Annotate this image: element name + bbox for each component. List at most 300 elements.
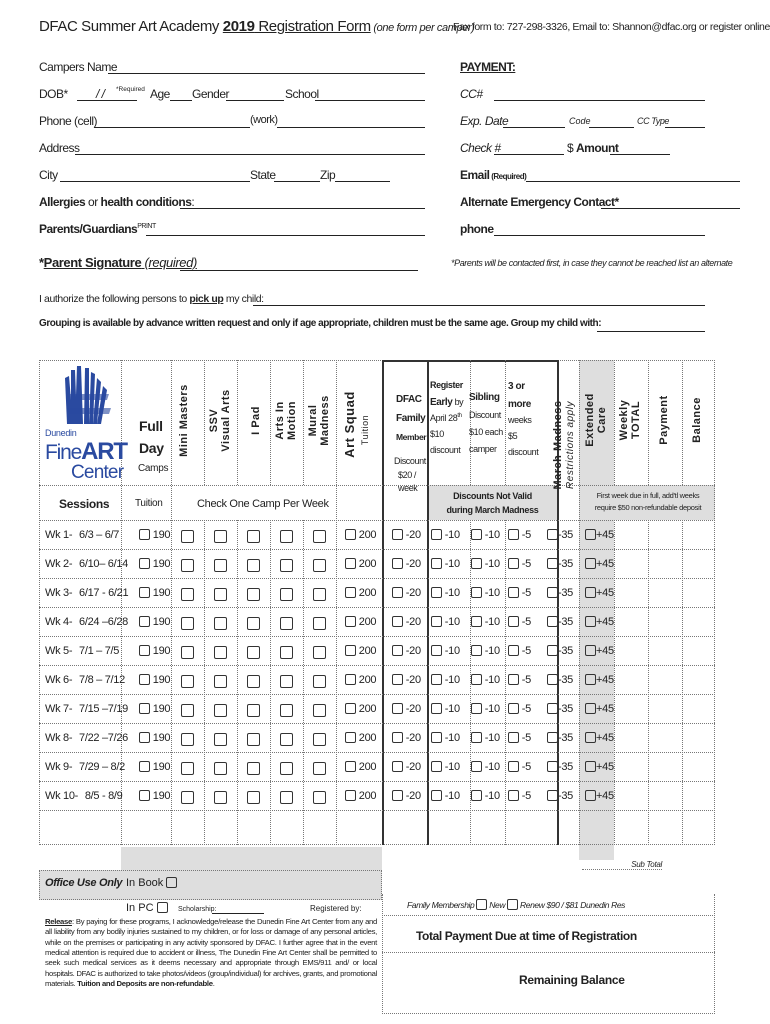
full-day-checkbox[interactable]: [139, 674, 150, 685]
col-line: [237, 360, 238, 485]
art-squad-checkbox[interactable]: [345, 674, 356, 685]
session-label: Wk 1- 6/3 – 6/7: [45, 529, 120, 541]
camp-checkbox[interactable]: [247, 646, 260, 659]
early-checkbox[interactable]: [431, 616, 442, 627]
extended-checkbox[interactable]: [585, 703, 596, 714]
sibling-checkbox[interactable]: [471, 529, 482, 540]
extended-checkbox[interactable]: [585, 529, 596, 540]
art-squad-option[interactable]: 200: [345, 645, 376, 657]
dfac-checkbox[interactable]: [392, 587, 403, 598]
camp-checkbox[interactable]: [280, 530, 293, 543]
early-discount-option[interactable]: -10: [431, 558, 460, 570]
allergies-label: Allergies or health conditions:: [39, 195, 195, 209]
dfac-checkbox[interactable]: [392, 674, 403, 685]
address-field[interactable]: [75, 154, 425, 155]
alt-contact-field[interactable]: [601, 208, 740, 209]
extended-care-option[interactable]: +45: [585, 645, 614, 657]
march-madness-option[interactable]: -35: [547, 558, 573, 570]
sibling-discount-option[interactable]: -10: [471, 732, 500, 744]
session-label: Wk 3- 6/17 - 6/21: [45, 587, 129, 599]
sibling-checkbox[interactable]: [471, 587, 482, 598]
three-weeks-checkbox[interactable]: [508, 703, 519, 714]
three-weeks-option[interactable]: -5: [508, 616, 531, 628]
row-line: [39, 607, 715, 608]
camp-checkbox[interactable]: [181, 588, 194, 601]
art-squad-option[interactable]: 200: [345, 761, 376, 773]
camp-checkbox[interactable]: [214, 617, 227, 630]
email-field[interactable]: [526, 181, 740, 182]
camp-checkbox[interactable]: [214, 530, 227, 543]
scholarship-field[interactable]: [212, 913, 264, 914]
full-day-option[interactable]: 190: [139, 529, 170, 541]
full-day-option[interactable]: 190: [139, 732, 170, 744]
full-day-checkbox[interactable]: [139, 529, 150, 540]
camp-checkbox[interactable]: [181, 704, 194, 717]
camp-checkbox[interactable]: [214, 646, 227, 659]
three-weeks-checkbox[interactable]: [508, 674, 519, 685]
early-discount-option[interactable]: -10: [431, 732, 460, 744]
early-discount-option[interactable]: -10: [431, 790, 460, 802]
extended-checkbox[interactable]: [585, 616, 596, 627]
state-label: State: [250, 168, 276, 182]
camp-checkbox[interactable]: [247, 617, 260, 630]
dfac-checkbox[interactable]: [392, 790, 403, 801]
full-day-option[interactable]: 190: [139, 587, 170, 599]
early-checkbox[interactable]: [431, 645, 442, 656]
session-label: Wk 7- 7/15 –7/19: [45, 703, 128, 715]
camp-checkbox[interactable]: [181, 530, 194, 543]
discounts-not-valid-note: Discounts Not Valid during March Madness: [446, 491, 539, 516]
camp-checkbox[interactable]: [280, 559, 293, 572]
art-squad-header: Art Squad: [342, 391, 357, 458]
payment-header: Payment: [658, 395, 670, 445]
phone-cell-label: Phone (cell): [39, 114, 98, 128]
camp-checkbox[interactable]: [313, 646, 326, 659]
session-label: Wk 6- 7/8 – 7/12: [45, 674, 125, 686]
dfac-checkbox[interactable]: [392, 558, 403, 569]
march-checkbox[interactable]: [547, 616, 558, 627]
march-madness-option[interactable]: -35: [547, 761, 573, 773]
check-field[interactable]: [494, 154, 564, 155]
march-checkbox[interactable]: [547, 790, 558, 801]
three-weeks-option[interactable]: -5: [508, 674, 531, 686]
extended-care-option[interactable]: +45: [585, 732, 614, 744]
three-weeks-checkbox[interactable]: [508, 761, 519, 772]
camp-checkbox[interactable]: [181, 617, 194, 630]
sibling-discount-option[interactable]: -10: [471, 790, 500, 802]
grouping-field[interactable]: [597, 331, 705, 332]
three-weeks-checkbox[interactable]: [508, 732, 519, 743]
divider: [382, 1013, 715, 1014]
three-weeks-option[interactable]: -5: [508, 703, 531, 715]
camp-checkbox[interactable]: [280, 617, 293, 630]
sibling-discount-option[interactable]: -10: [471, 703, 500, 715]
camp-checkbox[interactable]: [214, 791, 227, 804]
march-checkbox[interactable]: [547, 674, 558, 685]
parents-field[interactable]: [146, 235, 425, 236]
dfac-checkbox[interactable]: [392, 732, 403, 743]
parent-signature-label: *Parent Signature (required): [39, 255, 197, 270]
phone-work-label: (work): [250, 114, 278, 126]
sibling-checkbox[interactable]: [471, 732, 482, 743]
camp-checkbox[interactable]: [181, 646, 194, 659]
camp-checkbox[interactable]: [214, 762, 227, 775]
early-checkbox[interactable]: [431, 761, 442, 772]
extended-checkbox[interactable]: [585, 790, 596, 801]
extended-checkbox[interactable]: [585, 732, 596, 743]
dob-slashes: / /: [96, 87, 105, 101]
subtotal-label: Sub Total: [582, 860, 662, 870]
art-squad-checkbox[interactable]: [345, 790, 356, 801]
three-weeks-option[interactable]: -5: [508, 645, 531, 657]
tuition-header: Tuition: [135, 498, 163, 509]
sibling-checkbox[interactable]: [471, 674, 482, 685]
sibling-discount-option[interactable]: -10: [471, 645, 500, 657]
school-field[interactable]: [315, 100, 425, 101]
dfac-checkbox[interactable]: [392, 645, 403, 656]
three-weeks-checkbox[interactable]: [508, 790, 519, 801]
dfac-discount-option[interactable]: -20: [392, 645, 421, 657]
camp-checkbox[interactable]: [280, 791, 293, 804]
extended-checkbox[interactable]: [585, 761, 596, 772]
remaining-balance: Remaining Balance: [519, 973, 625, 987]
march-madness-option[interactable]: -35: [547, 674, 573, 686]
city-field[interactable]: [60, 181, 250, 182]
col-line: [614, 520, 615, 845]
scholarship-label: Scholarship:: [178, 906, 217, 913]
art-squad-option[interactable]: 200: [345, 790, 376, 802]
early-checkbox[interactable]: [431, 587, 442, 598]
art-squad-checkbox[interactable]: [345, 587, 356, 598]
session-label: Wk 2- 6/10– 6/14: [45, 558, 128, 570]
sessions-header: Sessions: [59, 497, 110, 511]
three-weeks-option[interactable]: -5: [508, 529, 531, 541]
in-book-checkbox[interactable]: [166, 877, 177, 888]
sibling-checkbox[interactable]: [471, 558, 482, 569]
camp-registration-grid: [39, 360, 715, 869]
dfac-discount-option[interactable]: -20: [392, 558, 421, 570]
camp-checkbox[interactable]: [247, 588, 260, 601]
march-madness-option[interactable]: -35: [547, 645, 573, 657]
sibling-checkbox[interactable]: [471, 761, 482, 772]
session-label: Wk 9- 7/29 – 8/2: [45, 761, 125, 773]
art-squad-checkbox[interactable]: [345, 703, 356, 714]
dfac-checkbox[interactable]: [392, 703, 403, 714]
cc-label: CC#: [460, 87, 483, 101]
in-pc-checkbox[interactable]: [157, 902, 168, 913]
extended-care-option[interactable]: +45: [585, 790, 614, 802]
camp-checkbox[interactable]: [313, 530, 326, 543]
camp-checkbox[interactable]: [313, 762, 326, 775]
col-line: [303, 520, 304, 845]
extended-care-option[interactable]: +45: [585, 703, 614, 715]
march-madness-option[interactable]: -35: [547, 529, 573, 541]
early-checkbox[interactable]: [431, 703, 442, 714]
camp-checkbox[interactable]: [247, 762, 260, 775]
camp-checkbox[interactable]: [280, 733, 293, 746]
camp-checkbox[interactable]: [280, 704, 293, 717]
art-squad-checkbox[interactable]: [345, 732, 356, 743]
march-checkbox[interactable]: [547, 732, 558, 743]
march-checkbox[interactable]: [547, 529, 558, 540]
logo-text-fineart: FineART: [45, 438, 127, 465]
camp-checkbox[interactable]: [247, 559, 260, 572]
code-field[interactable]: [589, 127, 634, 128]
col-line: [171, 360, 172, 845]
early-checkbox[interactable]: [431, 558, 442, 569]
art-squad-checkbox[interactable]: [345, 616, 356, 627]
extended-care-header: Extended Care: [584, 393, 608, 447]
camp-checkbox[interactable]: [181, 559, 194, 572]
sibling-discount-option[interactable]: -10: [471, 674, 500, 686]
row-line: [39, 781, 715, 782]
col-line: [204, 520, 205, 845]
march-checkbox[interactable]: [547, 703, 558, 714]
full-day-checkbox[interactable]: [139, 587, 150, 598]
allergies-field[interactable]: [180, 208, 425, 209]
dob-field[interactable]: [77, 100, 137, 101]
full-day-checkbox[interactable]: [139, 761, 150, 772]
sibling-checkbox[interactable]: [471, 616, 482, 627]
camp-checkbox[interactable]: [247, 675, 260, 688]
early-discount-option[interactable]: -10: [431, 703, 460, 715]
camp-checkbox[interactable]: [214, 675, 227, 688]
cc-type-field[interactable]: [665, 127, 705, 128]
march-checkbox[interactable]: [547, 761, 558, 772]
camp-checkbox[interactable]: [181, 791, 194, 804]
three-weeks-checkbox[interactable]: [508, 616, 519, 627]
art-squad-checkbox[interactable]: [345, 645, 356, 656]
release-text: Release: By paying for these programs, I acknowledge/release the Dunedin Fine Art Center from any and all liability from any bodily injuries sustained to my children, or for loss or damage of any personal articles, while on the premises or participating in any activity sponsored by DFAC. I further agree that in the event medical attention is required due to accident or illness, The Dunedin Fine Art Center shall be permitted to seek such medical services as it deems necessary and appropriate through EMS/911 and/ or local hospitals. DFAC is authorized to take photos/videos (group/individual) for archives, grants, and promotional materials. Tuition and Deposits are non-refundable.: [45, 917, 377, 988]
three-weeks-checkbox[interactable]: [508, 587, 519, 598]
alt-phone-field[interactable]: [494, 235, 705, 236]
city-label: City: [39, 168, 58, 182]
membership-new-checkbox[interactable]: [476, 899, 487, 910]
extended-care-option[interactable]: +45: [585, 616, 614, 628]
extended-checkbox[interactable]: [585, 674, 596, 685]
camp-checkbox[interactable]: [214, 588, 227, 601]
amount-field[interactable]: [610, 154, 670, 155]
camp-checkbox[interactable]: [313, 675, 326, 688]
camp-checkbox[interactable]: [214, 733, 227, 746]
three-weeks-option[interactable]: -5: [508, 558, 531, 570]
early-discount-option[interactable]: -10: [431, 761, 460, 773]
col-line: [270, 360, 271, 485]
sibling-discount-option[interactable]: -10: [471, 587, 500, 599]
early-discount-option[interactable]: -10: [431, 674, 460, 686]
three-weeks-checkbox[interactable]: [508, 645, 519, 656]
early-discount-option[interactable]: -10: [431, 529, 460, 541]
camp-checkbox[interactable]: [280, 646, 293, 659]
extended-care-option[interactable]: +45: [585, 674, 614, 686]
sibling-discount-option[interactable]: -10: [471, 529, 500, 541]
camp-checkbox[interactable]: [247, 733, 260, 746]
camp-checkbox[interactable]: [181, 675, 194, 688]
art-squad-option[interactable]: 200: [345, 529, 376, 541]
three-weeks-option[interactable]: -5: [508, 761, 531, 773]
extended-care-option[interactable]: +45: [585, 558, 614, 570]
col-line: [336, 360, 337, 845]
early-checkbox[interactable]: [431, 529, 442, 540]
camp-checkbox[interactable]: [181, 733, 194, 746]
in-pc-label: In PC: [126, 902, 168, 914]
col-line: [682, 360, 683, 485]
camp-checkbox[interactable]: [181, 762, 194, 775]
col-line: [303, 360, 304, 485]
art-squad-option[interactable]: 200: [345, 587, 376, 599]
extended-care-option[interactable]: +45: [585, 529, 614, 541]
art-squad-option[interactable]: 200: [345, 616, 376, 628]
extended-checkbox[interactable]: [585, 587, 596, 598]
check-label: Check #: [460, 141, 501, 155]
march-madness-option[interactable]: -35: [547, 732, 573, 744]
full-day-option[interactable]: 190: [139, 616, 170, 628]
camp-checkbox[interactable]: [280, 588, 293, 601]
camp-checkbox[interactable]: [247, 530, 260, 543]
three-weeks-option[interactable]: -5: [508, 790, 531, 802]
dfac-checkbox[interactable]: [392, 529, 403, 540]
exp-date-label: Exp. Date: [460, 114, 509, 128]
art-squad-checkbox[interactable]: [345, 761, 356, 772]
full-day-header-2: Day: [139, 440, 164, 456]
march-madness-option[interactable]: -35: [547, 790, 573, 802]
camp-checkbox[interactable]: [313, 704, 326, 717]
early-checkbox[interactable]: [431, 732, 442, 743]
full-day-option[interactable]: 190: [139, 645, 170, 657]
extended-checkbox[interactable]: [585, 645, 596, 656]
camp-checkbox[interactable]: [247, 704, 260, 717]
session-label: Wk 5- 7/1 – 7/5: [45, 645, 120, 657]
early-discount-option[interactable]: -10: [431, 645, 460, 657]
camp-checkbox[interactable]: [214, 704, 227, 717]
camp-checkbox[interactable]: [313, 791, 326, 804]
arts-in-motion-header: Arts In Motion: [274, 400, 298, 441]
email-label: Email (Required): [460, 168, 527, 182]
fax-email-instructions: Fax form to: 727-298-3326, Email to: Shannon@dfac.org or register online: [453, 21, 770, 33]
dfac-checkbox[interactable]: [392, 761, 403, 772]
row-line: [39, 485, 715, 486]
sibling-checkbox[interactable]: [471, 645, 482, 656]
art-squad-option[interactable]: 200: [345, 674, 376, 686]
row-line: [39, 694, 715, 695]
phone-work-field[interactable]: [277, 127, 425, 128]
sibling-checkbox[interactable]: [471, 790, 482, 801]
three-weeks-checkbox[interactable]: [508, 529, 519, 540]
mini-masters-header: Mini Masters: [178, 384, 190, 457]
three-weeks-option[interactable]: -5: [508, 732, 531, 744]
march-checkbox[interactable]: [547, 558, 558, 569]
dfac-discount-option[interactable]: -20: [392, 732, 421, 744]
dfac-checkbox[interactable]: [392, 616, 403, 627]
school-label: School: [285, 87, 319, 101]
required-note: *Required: [116, 86, 145, 93]
dfac-discount-option[interactable]: -20: [392, 674, 421, 686]
full-day-option[interactable]: 190: [139, 761, 170, 773]
exp-date-field[interactable]: [503, 127, 565, 128]
logo-text-center: Center: [71, 462, 124, 483]
camp-checkbox[interactable]: [214, 559, 227, 572]
art-squad-option[interactable]: 200: [345, 558, 376, 570]
early-checkbox[interactable]: [431, 790, 442, 801]
row-line: [39, 636, 715, 637]
camp-checkbox[interactable]: [280, 762, 293, 775]
sibling-discount-option[interactable]: -10: [471, 616, 500, 628]
three-weeks-checkbox[interactable]: [508, 558, 519, 569]
authorize-pickup-field[interactable]: [253, 305, 705, 306]
extended-care-option[interactable]: +45: [585, 761, 614, 773]
dfac-discount-option[interactable]: -20: [392, 529, 421, 541]
age-field[interactable]: [170, 100, 192, 101]
row-line: [39, 578, 715, 579]
camp-checkbox[interactable]: [247, 791, 260, 804]
dfac-discount-option[interactable]: -20: [392, 703, 421, 715]
membership-renew-checkbox[interactable]: [507, 899, 518, 910]
early-checkbox[interactable]: [431, 674, 442, 685]
full-day-option[interactable]: 190: [139, 790, 170, 802]
alt-phone-label: phone: [460, 222, 494, 236]
full-day-checkbox[interactable]: [139, 558, 150, 569]
full-day-option[interactable]: 190: [139, 703, 170, 715]
full-day-option[interactable]: 190: [139, 674, 170, 686]
art-squad-option[interactable]: 200: [345, 732, 376, 744]
march-madness-option[interactable]: -35: [547, 587, 573, 599]
parents-contacted-note: *Parents will be contacted first, in case they cannot be reached list an alternate: [451, 258, 733, 268]
sibling-discount-option[interactable]: -10: [471, 761, 500, 773]
camp-checkbox[interactable]: [313, 559, 326, 572]
state-field[interactable]: [274, 181, 320, 182]
march-madness-option[interactable]: -35: [547, 616, 573, 628]
age-label: Age: [150, 87, 170, 101]
extended-care-option[interactable]: +45: [585, 587, 614, 599]
dfac-block-right: [427, 360, 429, 845]
balance-header: Balance: [691, 397, 703, 443]
dfac-discount-option[interactable]: -20: [392, 587, 421, 599]
parent-signature-field[interactable]: [180, 270, 418, 271]
camp-checkbox[interactable]: [280, 675, 293, 688]
register-early-header: Register Early by April 28th $10 discount: [430, 380, 464, 455]
dfac-discount-option[interactable]: -20: [392, 761, 421, 773]
art-squad-checkbox[interactable]: [345, 529, 356, 540]
early-discount-option[interactable]: -10: [431, 587, 460, 599]
sibling-discount-option[interactable]: -10: [471, 558, 500, 570]
march-checkbox[interactable]: [547, 645, 558, 656]
march-madness-option[interactable]: -35: [547, 703, 573, 715]
march-checkbox[interactable]: [547, 587, 558, 598]
camp-checkbox[interactable]: [313, 588, 326, 601]
dfac-discount-option[interactable]: -20: [392, 616, 421, 628]
full-day-checkbox[interactable]: [139, 732, 150, 743]
dfac-discount-option[interactable]: -20: [392, 790, 421, 802]
full-day-checkbox[interactable]: [139, 616, 150, 627]
sibling-checkbox[interactable]: [471, 703, 482, 714]
full-day-checkbox[interactable]: [139, 790, 150, 801]
extended-checkbox[interactable]: [585, 558, 596, 569]
cc-field[interactable]: [494, 100, 705, 101]
early-discount-option[interactable]: -10: [431, 616, 460, 628]
camp-checkbox[interactable]: [313, 617, 326, 630]
art-squad-option[interactable]: 200: [345, 703, 376, 715]
gender-field[interactable]: [226, 100, 284, 101]
campers-name-field[interactable]: [108, 73, 425, 74]
zip-field[interactable]: [335, 181, 390, 182]
three-weeks-option[interactable]: -5: [508, 587, 531, 599]
phone-cell-field[interactable]: [94, 127, 250, 128]
full-day-checkbox[interactable]: [139, 645, 150, 656]
art-squad-checkbox[interactable]: [345, 558, 356, 569]
camp-checkbox[interactable]: [313, 733, 326, 746]
full-day-option[interactable]: 190: [139, 558, 170, 570]
full-day-checkbox[interactable]: [139, 703, 150, 714]
